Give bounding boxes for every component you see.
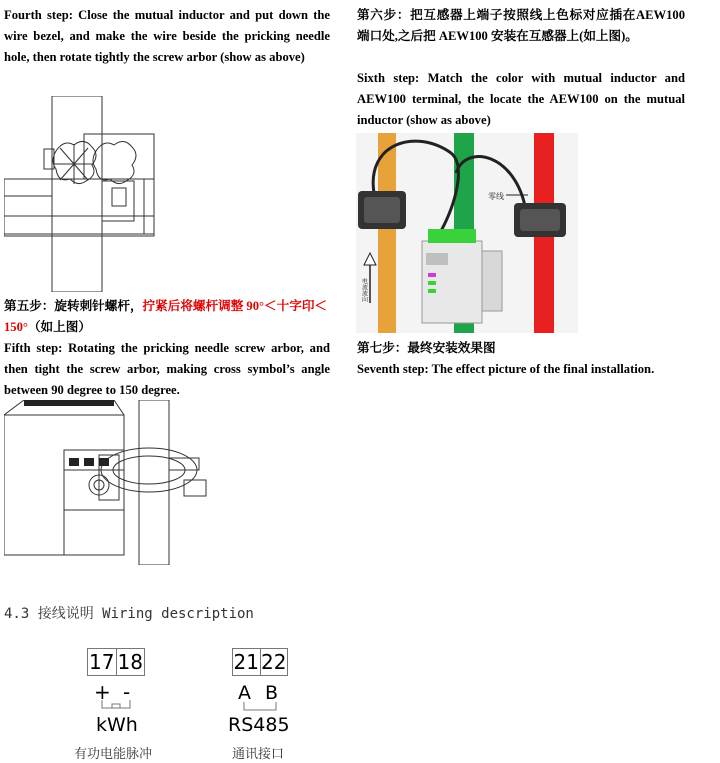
wiring-heading: 4.3 接线说明 Wiring description: [4, 606, 254, 622]
step7-chinese: 第七步：最终安装效果图: [357, 341, 496, 355]
kwh-terminal-17: 17: [88, 649, 117, 675]
step6-english: Sixth step: Match the color with mutual inductor and AEW100 terminal, the locate the AEW100 on the mutual inductor (show as above): [357, 71, 685, 127]
kwh-caption: 有功电能脉冲: [74, 747, 153, 762]
rs485-a-sign: A: [238, 682, 251, 704]
step5-chinese: 第五步：旋转刺针螺杆，拧紧后将螺杆调整 90°＜十字印＜150°（如上图）: [4, 299, 328, 334]
step5-figure: [4, 400, 214, 565]
rs485-label: RS485: [228, 714, 290, 736]
kwh-label: kWh: [96, 714, 138, 736]
flow-direction-label: 电流流向: [360, 278, 368, 302]
rs485-bracket: [238, 702, 282, 714]
kwh-minus-sign: -: [123, 680, 131, 704]
step5-english: Fifth step: Rotating the pricking needle screw arbor, and then tight the screw arbor, making cross symbol’s angle between 90 degree to 150 degree.: [4, 341, 330, 397]
neutral-label: 零线: [488, 192, 504, 201]
rs485-terminal-22: 22: [261, 650, 287, 674]
step6-photo: [356, 133, 578, 333]
rs485-terminal-21: 21: [233, 650, 259, 674]
rs485-b-sign: B: [265, 682, 279, 704]
step4-text: Fourth step: Close the mutual inductor and put down the wire bezel, and make the wire beside the pricking needle hole, then rotate tightly the screw arbor (show as above): [4, 8, 330, 64]
step6-chinese: 第六步：把互感器上端子按照线上色标对应插在AEW100 端口处,之后把 AEW100 安装在互感器上(如上图)。: [357, 8, 685, 43]
rs485-terminal-block: [232, 648, 288, 676]
kwh-terminal-18: 18: [117, 650, 143, 674]
rs485-caption: 通讯接口: [232, 747, 285, 762]
step7-english: Seventh step: The effect picture of the final installation.: [357, 362, 655, 376]
step4-figure: [4, 96, 204, 292]
kwh-pulse-bracket: [96, 700, 136, 714]
kwh-plus-sign: +: [94, 680, 111, 704]
kwh-terminal-block: [87, 648, 145, 676]
orange-wire: [378, 133, 396, 333]
